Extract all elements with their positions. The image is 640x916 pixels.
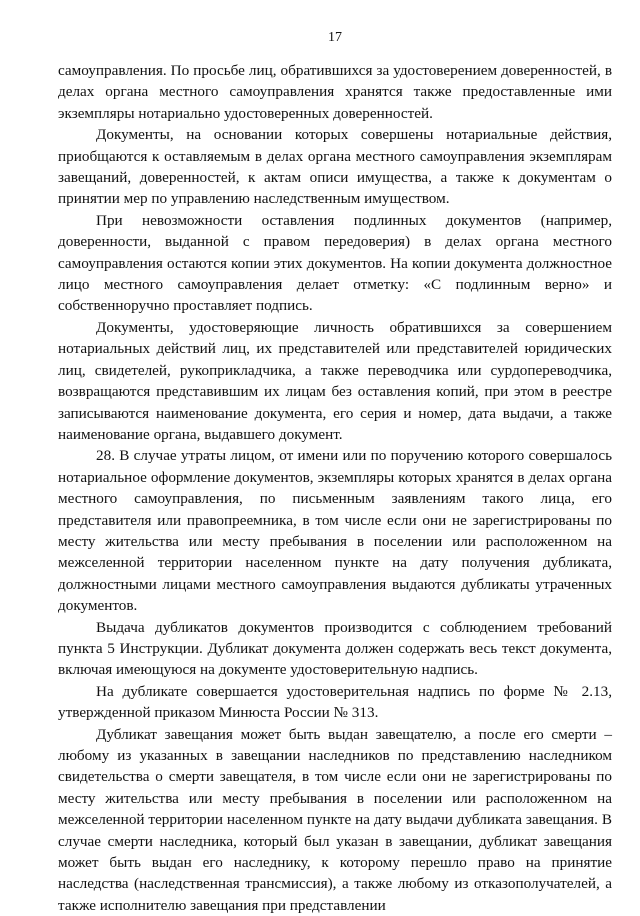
paragraph-certification-form: На дубликате совершается удостоверительная надпись по форме № 2.13, утвержденной приказом Минюста России № 313. — [58, 682, 612, 722]
paragraph-copies: При невозможности оставления подлинных документов (например, доверенности, выданной с правом передоверия) в делах органа местного самоуправления остаются копии этих документов. На копии документа должностное лицо местного самоуправления делает отметку: «С подлинным верно» и собственноручно проставляет подпись. — [58, 211, 612, 315]
paragraph-will-duplicate: Дубликат завещания может быть выдан завещателю, а после его смерти – любому из указанных в завещании наследников по представлению наследником свидетельства о смерти завещателя, в том числе если они не зарегистрированы по месту жительства или месту пребывания в поселении или расположенном на межселенной территории населенном пункте на дату выдачи дубликата завещания. В случае смерти наследника, который был указан в завещании, дубликат завещания может быть выдан его наследнику, к которому перешло право на принятие наследства (наследственная трансмиссия), а также любому из отказополучателей, а также исполнителю завещания при представлении — [58, 725, 612, 914]
paragraph-duplicate-issuance: Выдача дубликатов документов производится с соблюдением требований пункта 5 Инструкции. Дубликат документа должен содержать весь текст документа, включая имеющуюся на документе удостоверительную надпись. — [58, 618, 612, 679]
paragraph-item-28: 28. В случае утраты лицом, от имени или по поручению которого совершалось нотариальное оформление документов, экземпляры которых хранятся в делах органа местного самоуправления, по письменным заявлениям такого лица, его представителя или правопреемника, в том числе если они не зарегистрированы по месту жительства или месту пребывания в поселении или расположенном на межселенной территории населенном пункте на дату получения дубликата, должностными лицами местного самоуправления выдаются дубликаты утраченных документов. — [58, 447, 612, 615]
paragraph-identity-documents: Документы, удостоверяющие личность обратившихся за совершением нотариальных действий лиц, их представителей или представителей юридических лиц, свидетелей, рукоприкладчика, а также переводчика или сурдопереводчика, возвращаются представившим их лицам без оставления копий, при этом в реестре записываются наименование документа, его серия и номер, дата выдачи, а также наименование органа, выдавшего документ. — [58, 318, 612, 443]
paragraph-continuation: самоуправления. По просьбе лиц, обратившихся за удостоверением доверенностей, в делах органа местного самоуправления хранятся также предоставленные ими экземпляры нотариально удостоверенных доверенностей. — [58, 62, 612, 122]
paragraph-attached-documents: Документы, на основании которых совершены нотариальные действия, приобщаются к оставляемым в делах органа местного самоуправления экземплярам завещаний, доверенностей, к актам описи имущества, а также к документам о принятии мер по управлению наследственным имуществом. — [58, 126, 612, 208]
page-number: 17 — [328, 30, 342, 45]
